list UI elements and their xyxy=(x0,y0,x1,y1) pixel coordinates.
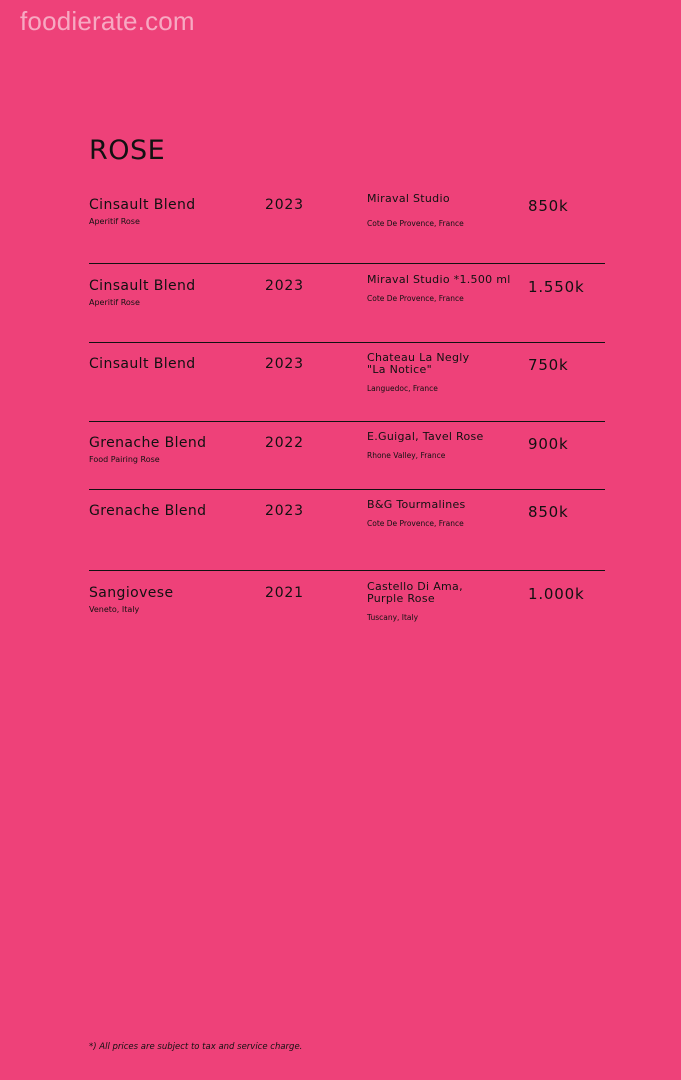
producer-name: Castello Di Ama, Purple Rose xyxy=(367,580,463,605)
region: Languedoc, France xyxy=(367,384,438,393)
region: Cote De Provence, France xyxy=(367,219,464,228)
price: 850k xyxy=(528,503,569,521)
grape-note: Veneto, Italy xyxy=(89,605,140,614)
region: Cote De Provence, France xyxy=(367,294,464,303)
divider xyxy=(89,263,605,264)
region: Rhone Valley, France xyxy=(367,451,446,460)
divider xyxy=(89,570,605,571)
vintage-year: 2023 xyxy=(265,278,304,294)
grape-name: Cinsault Blend xyxy=(89,356,196,372)
grape-note: Aperitif Rose xyxy=(89,298,140,307)
price-footnote: *) All prices are subject to tax and service charge. xyxy=(89,1042,303,1052)
region: Tuscany, Italy xyxy=(367,613,419,622)
vintage-year: 2023 xyxy=(265,356,304,372)
divider xyxy=(89,421,605,422)
vintage-year: 2023 xyxy=(265,503,304,519)
vintage-year: 2022 xyxy=(265,435,304,451)
divider xyxy=(89,489,605,490)
grape-note: Aperitif Rose xyxy=(89,217,140,226)
region: Cote De Provence, France xyxy=(367,519,464,528)
section-title: ROSE xyxy=(89,135,166,166)
price: 750k xyxy=(528,356,569,374)
price: 850k xyxy=(528,197,569,215)
vintage-year: 2021 xyxy=(265,585,304,601)
producer-name: Miraval Studio *1.500 ml xyxy=(367,273,511,286)
divider xyxy=(89,342,605,343)
watermark: foodierate.com xyxy=(20,6,195,36)
grape-name: Cinsault Blend xyxy=(89,197,196,213)
producer-name: B&G Tourmalines xyxy=(367,498,466,511)
price: 1.550k xyxy=(528,278,585,296)
price: 1.000k xyxy=(528,585,585,603)
producer-name: Miraval Studio xyxy=(367,192,450,205)
vintage-year: 2023 xyxy=(265,197,304,213)
producer-name: Chateau La Negly "La Notice" xyxy=(367,351,470,376)
grape-name: Grenache Blend xyxy=(89,503,207,519)
price: 900k xyxy=(528,435,569,453)
grape-note: Food Pairing Rose xyxy=(89,455,160,464)
grape-name: Grenache Blend xyxy=(89,435,207,451)
grape-name: Cinsault Blend xyxy=(89,278,196,294)
producer-name: E.Guigal, Tavel Rose xyxy=(367,430,484,443)
grape-name: Sangiovese xyxy=(89,585,174,601)
